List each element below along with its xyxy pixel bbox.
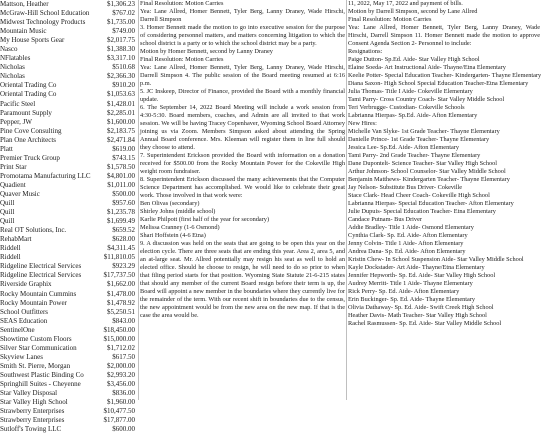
vendor-name: Smith St. Pierre, Morgan bbox=[0, 361, 71, 370]
vendor-row bbox=[0, 362, 137, 371]
minutes-paragraph: Labrianna Hierpas- Sp.Ed. Aide- Afton Elementary bbox=[348, 112, 478, 119]
vendor-row bbox=[0, 344, 137, 353]
vendor-row bbox=[0, 208, 137, 217]
vendor-amount: $1,578.50 bbox=[107, 162, 135, 171]
vendor-name: Quill bbox=[0, 208, 15, 217]
minutes-paragraph: 5. JC Inskeep, Director of Finance, provided the Board with a monthly financial update. bbox=[140, 88, 345, 103]
minutes-paragraph: Stace Clark- Head Cheer Coach- Cokeville High School bbox=[348, 192, 490, 199]
minutes-paragraph: Michelle Van Slyke- 1st Grade Teacher- Thayne Elementary bbox=[348, 128, 500, 135]
vendor-amount: $749.00 bbox=[112, 27, 135, 36]
minutes-paragraph: Keelie Potter- Special Education Teacher- Kindergarten- Thayne Elementary bbox=[348, 72, 541, 79]
minutes-paragraph: Diana Saxon- High School Special Education Teacher-Etna Elementary bbox=[348, 80, 529, 87]
board-minutes-column bbox=[140, 0, 345, 400]
vendor-row bbox=[0, 109, 137, 118]
vendor-row bbox=[0, 81, 137, 90]
vendor-amount: $1,388.30 bbox=[107, 45, 135, 54]
vendor-amount: $18,450.00 bbox=[103, 325, 135, 334]
vendor-row bbox=[0, 36, 137, 45]
minutes-paragraph: Jay Nelson- Substitute Bus Driver- Cokeville bbox=[348, 184, 463, 191]
vendor-amount: $4,311.45 bbox=[107, 244, 135, 253]
minutes-paragraph: Final Resolution: Motion Carries bbox=[140, 0, 224, 7]
minutes-paragraph: Arthur Johnson- School Counselor- Star Valley Middle School bbox=[348, 168, 506, 175]
minutes-paragraph: Dane Dupontelt- Science Teacher- Star Valley High School bbox=[348, 160, 498, 167]
vendor-payments-column bbox=[0, 0, 137, 434]
vendor-amount: $2,471.84 bbox=[107, 135, 135, 144]
vendor-row bbox=[0, 100, 137, 109]
column-divider bbox=[346, 0, 347, 400]
minutes-paragraph: Julia Thomas- Title I Aide- Cokeville Elementary bbox=[348, 88, 473, 95]
vendor-amount: $17,737.50 bbox=[103, 271, 135, 280]
vendor-amount: $3,456.00 bbox=[107, 379, 135, 388]
minutes-paragraph: Kayle Dockstader- Art Aide- Thayne/Etna Elementary bbox=[348, 264, 485, 271]
vendor-name: Springhill Suites - Cheyenne bbox=[0, 379, 81, 388]
minutes-paragraph: Yea: Lane Allred, Homer Bennett, Tyler Berg, Lanny Draney, Wade Hirschi, Darrell Simpson 11. Homer Bennett made the motion to approve Consent Agenda Section 2- Personnel to include: bbox=[348, 24, 540, 47]
column-divider bbox=[138, 0, 139, 400]
minutes-paragraph: Yea: Lane Allred, Homer Bennett, Tyler Berg, Lanny Draney, Wade Hirschi, Darrell Simpson bbox=[140, 8, 345, 23]
vendor-name: Skyview Lanes bbox=[0, 352, 43, 361]
personnel-column bbox=[348, 0, 540, 400]
vendor-name: Riddell bbox=[0, 253, 21, 262]
vendor-name: Sutloff's Towing LLC bbox=[0, 425, 62, 434]
vendor-amount: $1,662.00 bbox=[107, 280, 135, 289]
vendor-amount: $3,317.10 bbox=[107, 54, 135, 63]
vendor-amount: $2,000.00 bbox=[107, 361, 135, 370]
vendor-name: SEAS Education bbox=[0, 316, 48, 325]
minutes-paragraph: Erin Buckinger- Sp. Ed. Aide- Thayne Elementary bbox=[348, 296, 476, 303]
minutes-paragraph: Jennifer Hepworth- Sp. Ed. Aide- Star Valley High School bbox=[348, 272, 496, 279]
vendor-row bbox=[0, 199, 137, 208]
vendor-row bbox=[0, 27, 137, 36]
vendor-name: Star Valley Disposal bbox=[0, 389, 58, 398]
vendor-name: Premier Truck Group bbox=[0, 153, 60, 162]
vendor-row bbox=[0, 407, 137, 416]
minutes-paragraph: Teri Verbrugge- Custodian- Cokeville Schools bbox=[348, 104, 465, 111]
minutes-paragraph: Melissa Cranney (1-6 Osmond) bbox=[140, 224, 220, 231]
vendor-name: NFlatables bbox=[0, 54, 31, 63]
vendor-name: Quaver Music bbox=[0, 189, 40, 198]
vendor-row bbox=[0, 380, 137, 389]
vendor-amount: $628.00 bbox=[112, 235, 135, 244]
vendor-name: Star Valley High School bbox=[0, 398, 68, 407]
vendor-name: RehabMart bbox=[0, 235, 32, 244]
minutes-paragraph: Final Resolution: Motion Carries bbox=[140, 56, 224, 63]
vendor-name: McGraw-Hill School Education bbox=[0, 9, 90, 18]
minutes-paragraph: Karlie Philpott (first half of the year for secondary) bbox=[140, 216, 270, 223]
vendor-row bbox=[0, 280, 137, 289]
vendor-name: Strawberry Enterprises bbox=[0, 416, 65, 425]
vendor-name: Ridgeline Electrical Services bbox=[0, 271, 82, 280]
minutes-paragraph: Paige Dutton- Sp.Ed. Aide- Star Valley High School bbox=[348, 56, 480, 63]
vendor-name: Rocky Mountain Cummins bbox=[0, 289, 77, 298]
vendor-amount: $2,285.01 bbox=[107, 108, 135, 117]
vendor-row bbox=[0, 398, 137, 407]
vendor-amount: $17,877.00 bbox=[103, 416, 135, 425]
vendor-row bbox=[0, 299, 137, 308]
vendor-name: Nicholas bbox=[0, 72, 25, 81]
vendor-name: Quadient bbox=[0, 180, 26, 189]
vendor-amount: $2,366.30 bbox=[107, 72, 135, 81]
vendor-name: Mountain Music bbox=[0, 27, 47, 36]
vendor-amount: $1,235.78 bbox=[107, 208, 135, 217]
vendor-row bbox=[0, 163, 137, 172]
vendor-row bbox=[0, 226, 137, 235]
vendor-row bbox=[0, 290, 137, 299]
minutes-paragraph: Cynthia Clark- Sp. Ed. Aide- Afton Elementary bbox=[348, 232, 468, 239]
vendor-row bbox=[0, 45, 137, 54]
minutes-paragraph: Addie Bradley- Title 1 Aide- Osmond Elementary bbox=[348, 224, 474, 231]
minutes-paragraph: Heather Davis- Math Teacher- Star Valley High School bbox=[348, 312, 487, 319]
vendor-row bbox=[0, 54, 137, 63]
vendor-amount: $4,801.00 bbox=[107, 171, 135, 180]
vendor-amount: $11,810.05 bbox=[103, 253, 135, 262]
vendor-amount: $619.00 bbox=[112, 144, 135, 153]
minutes-paragraph: 6. The September 14, 2022 Board Meeting will include a work session from 4:30-5:30. Board members, coaches, and Admin are all invited to that work session. We will be having Tracey Copenhaver, Wyoming School Board Attorney joining us via Zoom. Members Simpson asked about attending the Spring Annual Board conference. Mrs. Kleeman will register them in line full should they choose to attend. bbox=[140, 104, 346, 151]
vendor-amount: $923.29 bbox=[112, 262, 135, 271]
minutes-paragraph: Jessica Lee- Sp.Ed. Aide- Afton Elementary bbox=[348, 144, 460, 151]
vendor-amount: $5,250.51 bbox=[107, 307, 135, 316]
vendor-amount: $1,600.00 bbox=[107, 117, 135, 126]
vendor-row bbox=[0, 90, 137, 99]
vendor-amount: $1,011.00 bbox=[107, 180, 135, 189]
vendor-row bbox=[0, 425, 137, 434]
vendor-amount: $1,053.63 bbox=[107, 90, 135, 99]
minutes-paragraph: Labrianna Hierpas- Special Education Teacher- Afton Elementary bbox=[348, 200, 514, 207]
vendor-amount: $910.20 bbox=[112, 81, 135, 90]
vendor-name: Real OT Solutions, Inc. bbox=[0, 226, 67, 235]
minutes-paragraph: Shari Hoffstein (4-6 Etna) bbox=[140, 232, 206, 239]
vendor-row bbox=[0, 262, 137, 271]
vendor-name: Nicholas bbox=[0, 63, 25, 72]
vendor-row bbox=[0, 317, 137, 326]
minutes-paragraph: Tami Parry- Cross Country Coach- Star Valley Middle School bbox=[348, 96, 505, 103]
vendor-amount: $836.00 bbox=[112, 389, 135, 398]
minutes-paragraph: Andrea Dana- Sp. Ed. Aide- Afton Elementary bbox=[348, 248, 466, 255]
minutes-paragraph: 9. A discussion was held on the seats that are going to be open this year on the election cycle. There are three seats that are ending this year. Area 2, area 5, and an at-large seat. Mr. Allred potentially may resign his seat as well to hold an elected office. Should he choose to resign, he will need to do so prior to when that filing period starts for that position. Wyoming State Statute 21-6-215 states that should any member of the current Board resign before their term is up, the Board will appoint a new member in the boundaries where they currently live for the remainder of the term. With our recent shift in boundaries due to the census, the new appointment would be from the new area on the new map. If that is the case the area would be. bbox=[140, 240, 345, 319]
vendor-row bbox=[0, 63, 137, 72]
vendor-name: Quill bbox=[0, 217, 15, 226]
vendor-row bbox=[0, 326, 137, 335]
vendor-row bbox=[0, 172, 137, 181]
vendor-name: Showtime Custom Floors bbox=[0, 334, 72, 343]
vendor-row bbox=[0, 181, 137, 190]
vendor-name: Mattson, Heather bbox=[0, 0, 49, 8]
vendor-name: Promotama Manufacturing LLC bbox=[0, 171, 91, 180]
vendor-row bbox=[0, 244, 137, 253]
minutes-paragraph: Resignations: bbox=[348, 48, 383, 55]
vendor-row bbox=[0, 154, 137, 163]
vendor-row bbox=[0, 416, 137, 425]
vendor-amount: $510.68 bbox=[112, 63, 135, 72]
minutes-paragraph: Audrey Merritt- Title 1 Aide- Thayne Elementary bbox=[348, 280, 473, 287]
vendor-amount: $1,306.23 bbox=[107, 0, 135, 8]
vendor-amount: $1,960.00 bbox=[107, 398, 135, 407]
vendor-name: Platt bbox=[0, 144, 13, 153]
vendor-row bbox=[0, 18, 137, 27]
minutes-paragraph: Ben Olivas (secondary) bbox=[140, 200, 200, 207]
minutes-paragraph: Final Resolution: Motion Carries bbox=[348, 16, 432, 23]
vendor-amount: $957.60 bbox=[112, 199, 135, 208]
vendor-row bbox=[0, 335, 137, 344]
vendor-amount: $500.00 bbox=[112, 189, 135, 198]
vendor-row bbox=[0, 389, 137, 398]
vendor-row bbox=[0, 136, 137, 145]
vendor-name: Quill bbox=[0, 199, 15, 208]
vendor-row bbox=[0, 145, 137, 154]
vendor-name: Oriental Trading Co bbox=[0, 90, 57, 99]
vendor-row bbox=[0, 353, 137, 362]
minutes-paragraph: Danielle Prince- 1st Grade Teacher- Thayne Elementary bbox=[348, 136, 490, 143]
vendor-amount: $10,477.50 bbox=[103, 407, 135, 416]
vendor-amount: $843.00 bbox=[112, 316, 135, 325]
minutes-paragraph: Jenny Colvin- Title 1 Aide- Afton Elementary bbox=[348, 240, 464, 247]
minutes-paragraph: Motion by Darrell Simpson, second by Lane Allred bbox=[348, 8, 478, 15]
vendor-name: Print Star bbox=[0, 162, 27, 171]
minutes-paragraph: Rachel Rasmussen- Sp. Ed. Aide- Star Valley Middle School bbox=[348, 320, 502, 327]
minutes-paragraph: New Hires: bbox=[348, 120, 377, 127]
vendor-amount: $659.52 bbox=[112, 226, 135, 235]
vendor-amount: $15,000.00 bbox=[103, 334, 135, 343]
minutes-paragraph: Julie Dupuis- Special Education Teacher- Etna Elementary bbox=[348, 208, 496, 215]
minutes-paragraph: 7. Superintendent Erickson provided the Board with information on a donation received for $500.00 from the Rocky Mountain Power for the Cokeville High weight room fundraiser. bbox=[140, 152, 345, 175]
vendor-row bbox=[0, 0, 137, 9]
minutes-paragraph: Motion by Homer Bennett, second by Lanny Draney bbox=[140, 48, 273, 55]
vendor-row bbox=[0, 190, 137, 199]
vendor-name: My House Sports Gear bbox=[0, 36, 65, 45]
vendor-name: Pine Cove Consulting bbox=[0, 126, 62, 135]
vendor-name: SentinelOne bbox=[0, 325, 35, 334]
vendor-row bbox=[0, 235, 137, 244]
minutes-paragraph: Elaine Soeda- Art Instructional Aide- Thayne/Etna Elementary bbox=[348, 64, 506, 71]
vendor-name: Pepper, JW bbox=[0, 117, 32, 126]
vendor-amount: $600.00 bbox=[112, 425, 135, 434]
vendor-amount: $2,993.20 bbox=[107, 370, 135, 379]
minutes-paragraph: 8. Superintendent Erickson discussed the many achievements that the Computer Science Department has accomplished. We would like to celebrate their great work. Those involved in that work were: bbox=[140, 176, 345, 199]
vendor-name: Ridgeline Electrical Services bbox=[0, 262, 82, 271]
vendor-row bbox=[0, 253, 137, 262]
vendor-row bbox=[0, 308, 137, 317]
vendor-name: Midwest Technology Products bbox=[0, 18, 86, 27]
vendor-amount: $2,017.75 bbox=[107, 36, 135, 45]
vendor-amount: $1,428.01 bbox=[107, 99, 135, 108]
vendor-name: Rocky Mountain Power bbox=[0, 298, 67, 307]
minutes-paragraph: 3. Homer Bennett made the motion to go into executive session for the purpose of considering personnel matters, and matters concerning litigation to which the school district is a party or to which the school district may be a party. bbox=[140, 24, 345, 47]
vendor-name: Riddell bbox=[0, 244, 21, 253]
vendor-name: School Outfitters bbox=[0, 307, 49, 316]
vendor-amount: $617.50 bbox=[112, 352, 135, 361]
vendor-amount: $1,478.92 bbox=[107, 298, 135, 307]
vendor-row bbox=[0, 118, 137, 127]
vendor-row bbox=[0, 271, 137, 280]
vendor-row bbox=[0, 9, 137, 18]
vendor-name: Paramount Supply bbox=[0, 108, 52, 117]
vendor-row bbox=[0, 127, 137, 136]
minutes-paragraph: Olivia Dathaway- Sp. Ed. Aide- Swift Creek High School bbox=[348, 304, 494, 311]
minutes-paragraph: Candace Putnam- Bus Driver bbox=[348, 216, 422, 223]
vendor-amount: $1,712.02 bbox=[107, 343, 135, 352]
vendor-name: Southwest Plastic Binding Co bbox=[0, 370, 84, 379]
vendor-name: Strawberry Enterprises bbox=[0, 407, 65, 416]
minutes-paragraph: 11, 2022, May 17, 2022 and payment of bills. bbox=[348, 0, 463, 7]
vendor-amount: $2,183.75 bbox=[107, 126, 135, 135]
vendor-row bbox=[0, 371, 137, 380]
minutes-paragraph: Rick Perry- Sp. Ed. Aide- Afton Elementary bbox=[348, 288, 460, 295]
minutes-paragraph: Tami Parry- 2nd Grade Teacher- Thayne Elementary bbox=[348, 152, 481, 159]
vendor-amount: $1,478.00 bbox=[107, 289, 135, 298]
vendor-amount: $1,735.00 bbox=[107, 18, 135, 27]
minutes-paragraph: Benjamin Matthews- Kindergarten Teacher- Thayne Elementary bbox=[348, 176, 510, 183]
minutes-paragraph: Shirley Johns (middle school) bbox=[140, 208, 216, 215]
vendor-name: Oriental Trading Co bbox=[0, 81, 57, 90]
minutes-paragraph: Kristin Chew- In School Suspension Aide- Star Valley Middle School bbox=[348, 256, 524, 263]
minutes-paragraph: Yea: Lane Allred, Homer Bennett, Tyler Berg, Lanny Draney, Wade Hirschi, Darrell Simpson 4. The public session of the Board meeting resumed at 6:16 p.m. bbox=[140, 64, 345, 87]
vendor-row bbox=[0, 217, 137, 226]
vendor-amount: $1,699.49 bbox=[107, 217, 135, 226]
vendor-amount: $767.02 bbox=[112, 9, 135, 18]
vendor-row bbox=[0, 72, 137, 81]
vendor-name: Silver Star Communication bbox=[0, 343, 77, 352]
vendor-name: Pacific Steel bbox=[0, 99, 36, 108]
vendor-amount: $743.15 bbox=[112, 153, 135, 162]
vendor-name: Plan One Architects bbox=[0, 135, 56, 144]
vendor-name: Nasco bbox=[0, 45, 18, 54]
vendor-name: Riverside Graphix bbox=[0, 280, 52, 289]
